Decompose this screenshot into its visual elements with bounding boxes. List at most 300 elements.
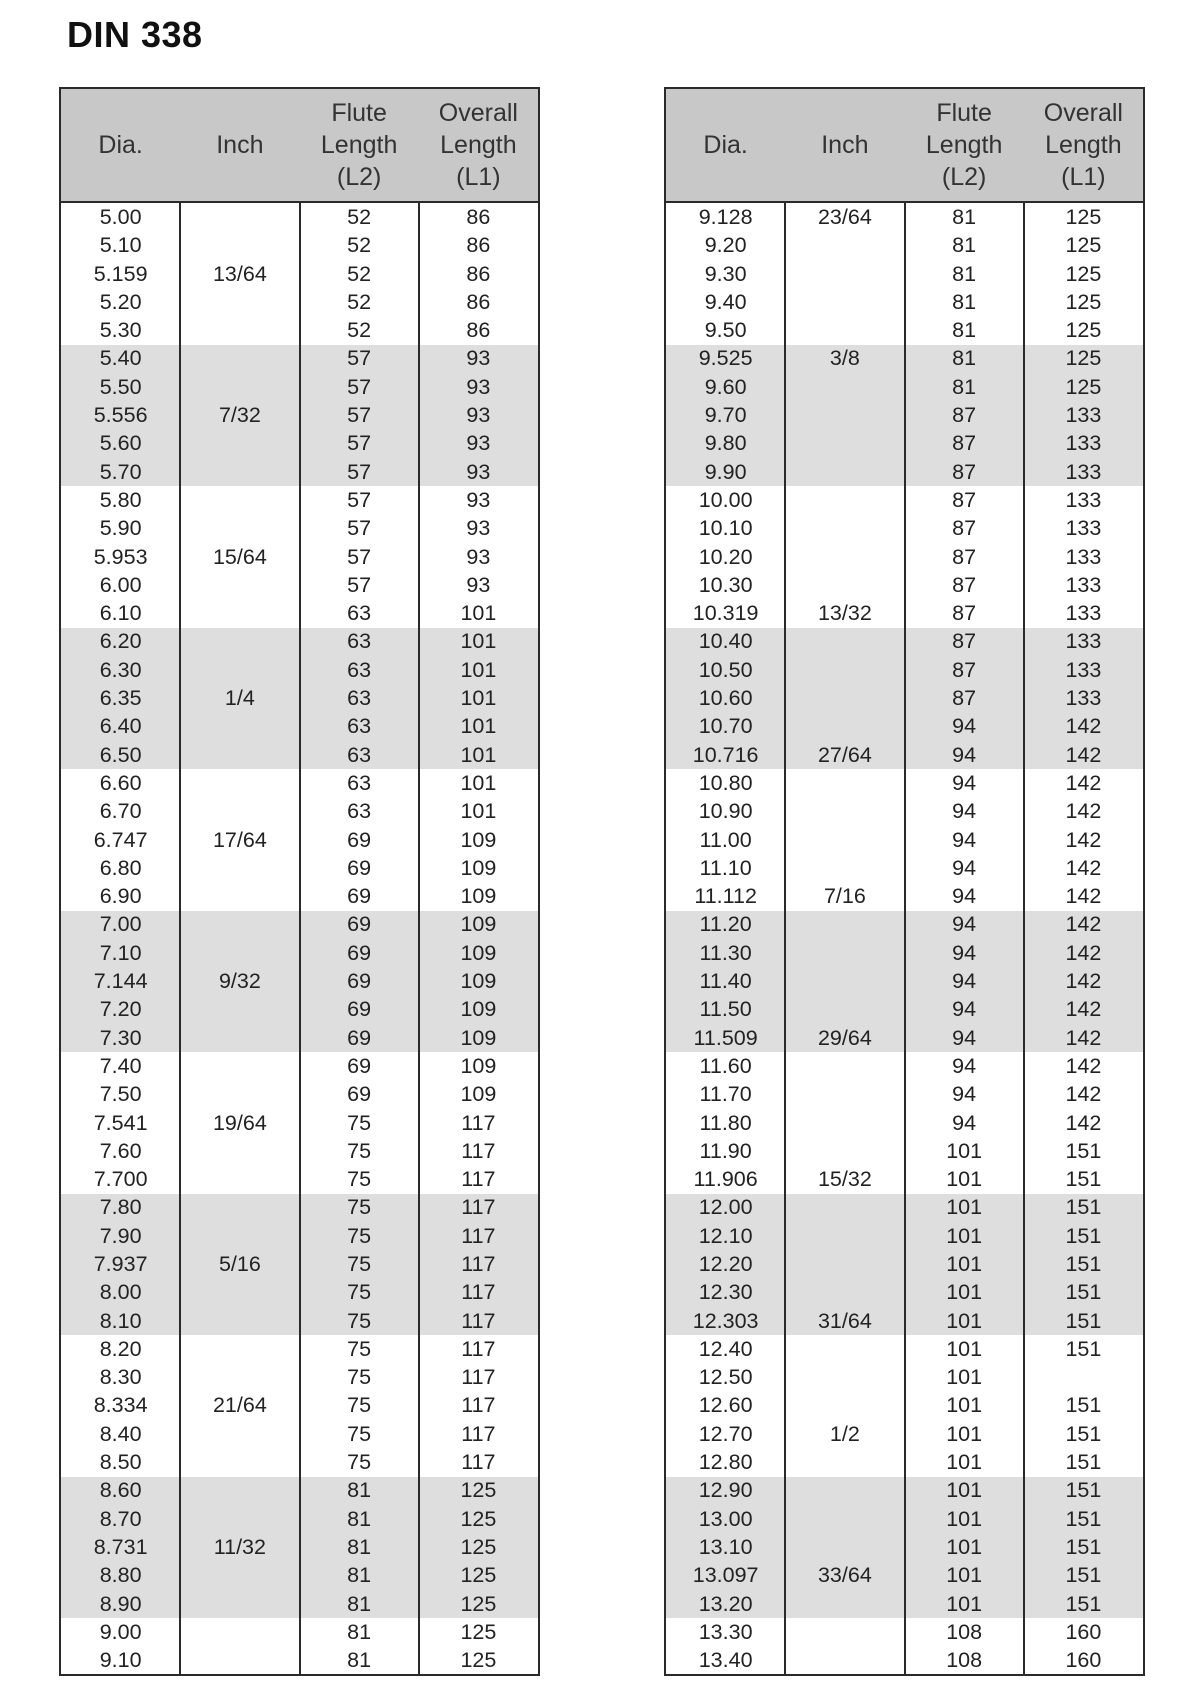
cell-dia: 11.20: [699, 912, 752, 937]
cell-inch: [180, 1137, 299, 1165]
cell-dia: 11.50: [699, 997, 752, 1022]
cell-dia: 5.90: [99, 516, 142, 541]
cell-inch: [180, 1590, 299, 1618]
cell-overall-length: 142: [1065, 827, 1102, 852]
cell-flute-length: 101: [946, 1506, 983, 1531]
cell-inch: [180, 1222, 299, 1250]
cell-inch: [785, 712, 904, 740]
cell-flute-length: 87: [952, 629, 977, 654]
cell-inch: [785, 1590, 904, 1618]
cell-overall-length: 86: [466, 261, 491, 286]
cell-flute-length: 75: [347, 1138, 372, 1163]
cell-inch: [785, 1109, 904, 1137]
cell-inch: 9/32: [218, 969, 261, 994]
cell-inch: [180, 203, 299, 231]
cell-dia: 9.00: [99, 1619, 142, 1644]
cell-dia: 5.159: [93, 261, 148, 286]
column-divider: [1023, 203, 1025, 1674]
cell-flute-length: 101: [946, 1563, 983, 1588]
cell-flute-length: 75: [347, 1308, 372, 1333]
cell-dia: 6.00: [99, 572, 142, 597]
cell-overall-length: 101: [460, 742, 497, 767]
cell-inch: [785, 1476, 904, 1504]
cell-overall-length: 117: [461, 1450, 496, 1475]
cell-flute-length: 101: [946, 1223, 983, 1248]
cell-overall-length: 142: [1065, 799, 1102, 824]
cell-flute-length: 87: [952, 516, 977, 541]
cell-inch: [180, 373, 299, 401]
cell-inch: [785, 1618, 904, 1646]
cell-overall-length: 117: [461, 1110, 496, 1135]
cell-flute-length: 81: [347, 1534, 372, 1559]
cell-dia: 11.60: [699, 1053, 752, 1078]
cell-flute-length: 75: [347, 1280, 372, 1305]
header-overall-length: Overall Length (L1): [1043, 99, 1123, 191]
cell-overall-length: 117: [461, 1365, 496, 1390]
cell-overall-length: 117: [461, 1195, 496, 1220]
cell-inch: [785, 401, 904, 429]
cell-inch: [180, 741, 299, 769]
cell-flute-length: 57: [347, 431, 372, 456]
cell-dia: 7.10: [99, 940, 142, 965]
cell-inch: [180, 599, 299, 627]
cell-inch: [180, 1448, 299, 1476]
cell-overall-length: 125: [460, 1478, 497, 1503]
cell-overall-length: 133: [1065, 686, 1102, 711]
cell-flute-length: 101: [946, 1167, 983, 1192]
cell-inch: 17/64: [212, 827, 267, 852]
cell-flute-length: 63: [347, 601, 372, 626]
cell-flute-length: 94: [952, 940, 977, 965]
cell-overall-length: 93: [466, 544, 491, 569]
cell-flute-length: 57: [347, 459, 372, 484]
cell-inch: [180, 1080, 299, 1108]
cell-dia: 6.40: [99, 714, 142, 739]
cell-overall-length: 133: [1065, 487, 1102, 512]
cell-dia: 5.30: [99, 318, 142, 343]
cell-flute-length: 69: [347, 997, 372, 1022]
cell-flute-length: 69: [347, 1025, 372, 1050]
cell-dia: 8.70: [99, 1506, 142, 1531]
cell-inch: [785, 486, 904, 514]
table-header: [666, 89, 1143, 203]
cell-inch: [180, 939, 299, 967]
cell-overall-length: 125: [460, 1534, 497, 1559]
cell-flute-length: 101: [946, 1421, 983, 1446]
cell-overall-length: 142: [1065, 969, 1102, 994]
cell-flute-length: 94: [952, 884, 977, 909]
cell-inch: 29/64: [817, 1025, 872, 1050]
cell-inch: 15/64: [212, 544, 267, 569]
cell-dia: 12.90: [698, 1478, 753, 1503]
cell-dia: 5.00: [99, 205, 142, 229]
cell-overall-length: 117: [461, 1280, 496, 1305]
cell-dia: 7.541: [93, 1110, 148, 1135]
cell-dia: 13.097: [692, 1563, 759, 1588]
cell-overall-length: 151: [1065, 1591, 1102, 1616]
cell-dia: 11.906: [693, 1167, 758, 1192]
cell-inch: [180, 1278, 299, 1306]
cell-inch: [785, 458, 904, 486]
header-dia: Dia.: [703, 131, 748, 159]
cell-inch: [180, 1193, 299, 1221]
cell-dia: 10.00: [698, 487, 753, 512]
cell-overall-length: 125: [1065, 289, 1102, 314]
cell-dia: 11.112: [694, 884, 757, 909]
cell-flute-length: 94: [952, 855, 977, 880]
cell-overall-length: 133: [1065, 431, 1102, 456]
cell-overall-length: 125: [460, 1563, 497, 1588]
cell-dia: 8.30: [99, 1365, 142, 1390]
cell-overall-length: 117: [461, 1251, 496, 1276]
cell-dia: 9.20: [704, 233, 747, 258]
cell-inch: [785, 260, 904, 288]
header-dia: Dia.: [98, 131, 143, 159]
cell-dia: 6.30: [99, 657, 142, 682]
cell-flute-length: 81: [347, 1591, 372, 1616]
column-divider: [418, 203, 420, 1674]
cell-flute-length: 87: [952, 572, 977, 597]
cell-inch: [785, 1505, 904, 1533]
cell-dia: 5.20: [99, 289, 142, 314]
cell-inch: [180, 1476, 299, 1504]
cell-inch: 3/8: [829, 346, 860, 371]
cell-dia: 9.30: [704, 261, 747, 286]
cell-flute-length: 81: [347, 1506, 372, 1531]
cell-dia: 12.10: [698, 1223, 753, 1248]
cell-inch: [785, 1137, 904, 1165]
cell-flute-length: 69: [347, 940, 372, 965]
cell-overall-length: 133: [1065, 544, 1102, 569]
cell-flute-length: 57: [347, 516, 372, 541]
cell-flute-length: 87: [952, 431, 977, 456]
cell-inch: [785, 514, 904, 542]
cell-inch: [785, 543, 904, 571]
cell-overall-length: 151: [1065, 1534, 1102, 1559]
cell-flute-length: 63: [347, 686, 372, 711]
header-flute-length: Flute Length (L2): [925, 99, 1003, 191]
cell-flute-length: 81: [347, 1563, 372, 1588]
cell-dia: 12.303: [692, 1308, 759, 1333]
cell-flute-length: 52: [347, 205, 372, 229]
cell-flute-length: 57: [347, 346, 372, 371]
cell-inch: [785, 1646, 904, 1674]
cell-inch: 1/2: [829, 1421, 860, 1446]
cell-flute-length: 101: [946, 1336, 983, 1361]
drill-size-table-right: [664, 87, 1145, 1676]
cell-inch: [180, 1646, 299, 1674]
cell-overall-length: 93: [466, 487, 491, 512]
cell-flute-length: 81: [952, 261, 977, 286]
cell-overall-length: 133: [1065, 601, 1102, 626]
cell-flute-length: 101: [946, 1393, 983, 1418]
cell-dia: 10.60: [698, 686, 753, 711]
cell-overall-length: 101: [460, 714, 497, 739]
cell-overall-length: 133: [1065, 657, 1102, 682]
cell-dia: 12.80: [698, 1450, 753, 1475]
cell-inch: [785, 1222, 904, 1250]
cell-overall-length: 101: [460, 657, 497, 682]
cell-inch: [785, 1533, 904, 1561]
cell-overall-length: 86: [466, 233, 491, 258]
cell-dia: 11.10: [699, 855, 752, 880]
cell-overall-length: 151: [1065, 1251, 1102, 1276]
cell-overall-length: 160: [1065, 1619, 1102, 1644]
cell-dia: 6.10: [99, 601, 142, 626]
table-body: [666, 203, 1143, 1674]
cell-dia: 8.20: [99, 1336, 142, 1361]
cell-dia: 10.40: [698, 629, 753, 654]
cell-flute-length: 101: [946, 1478, 983, 1503]
cell-inch: 7/16: [823, 884, 866, 909]
cell-flute-length: 101: [946, 1534, 983, 1559]
cell-inch: [180, 1505, 299, 1533]
cell-inch: [180, 1561, 299, 1589]
table-body: [61, 203, 538, 1674]
cell-overall-length: 109: [460, 940, 497, 965]
cell-dia: 8.00: [99, 1280, 142, 1305]
cell-overall-length: 86: [466, 318, 491, 343]
cell-dia: 5.50: [99, 374, 142, 399]
cell-overall-length: 151: [1065, 1393, 1102, 1418]
cell-inch: [180, 910, 299, 938]
cell-overall-length: 93: [466, 431, 491, 456]
cell-inch: [785, 1052, 904, 1080]
cell-inch: [785, 1080, 904, 1108]
cell-dia: 7.80: [99, 1195, 142, 1220]
cell-dia: 11.00: [699, 827, 752, 852]
cell-dia: 13.10: [698, 1534, 753, 1559]
cell-dia: 6.20: [99, 629, 142, 654]
cell-flute-length: 75: [347, 1110, 372, 1135]
cell-inch: [785, 967, 904, 995]
cell-overall-length: 151: [1065, 1563, 1102, 1588]
cell-inch: [180, 797, 299, 825]
cell-dia: 5.953: [93, 544, 148, 569]
cell-flute-length: 81: [952, 205, 977, 229]
cell-inch: 13/64: [212, 261, 267, 286]
column-divider: [784, 203, 786, 1674]
cell-overall-length: 142: [1065, 770, 1102, 795]
cell-flute-length: 94: [952, 1082, 977, 1107]
column-divider: [179, 203, 181, 1674]
cell-dia: 10.50: [698, 657, 753, 682]
cell-flute-length: 52: [347, 318, 372, 343]
cell-dia: 6.747: [93, 827, 148, 852]
cell-inch: [785, 769, 904, 797]
cell-dia: 8.80: [99, 1563, 142, 1588]
cell-dia: 12.50: [698, 1365, 753, 1390]
cell-inch: 31/64: [817, 1308, 872, 1333]
cell-inch: 1/4: [224, 686, 255, 711]
cell-inch: [180, 1052, 299, 1080]
cell-overall-length: 133: [1065, 572, 1102, 597]
cell-dia: 10.30: [698, 572, 753, 597]
cell-overall-length: 142: [1065, 997, 1102, 1022]
cell-overall-length: 109: [460, 884, 497, 909]
cell-inch: [180, 344, 299, 372]
cell-flute-length: 87: [952, 657, 977, 682]
cell-overall-length: 133: [1065, 516, 1102, 541]
cell-flute-length: 94: [952, 827, 977, 852]
cell-overall-length: 160: [1065, 1648, 1102, 1673]
cell-inch: [785, 854, 904, 882]
cell-overall-length: 142: [1065, 1025, 1102, 1050]
cell-inch: [180, 769, 299, 797]
cell-dia: 6.60: [99, 770, 142, 795]
cell-overall-length: 151: [1065, 1421, 1102, 1446]
cell-overall-length: 151: [1065, 1223, 1102, 1248]
cell-inch: 27/64: [817, 742, 872, 767]
cell-flute-length: 94: [952, 912, 977, 937]
cell-overall-length: 133: [1065, 403, 1102, 428]
cell-inch: 15/32: [817, 1167, 872, 1192]
cell-flute-length: 57: [347, 544, 372, 569]
cell-overall-length: 125: [460, 1648, 497, 1673]
cell-flute-length: 75: [347, 1167, 372, 1192]
cell-inch: [180, 231, 299, 259]
cell-dia: 8.60: [99, 1478, 142, 1503]
cell-inch: [785, 910, 904, 938]
cell-flute-length: 75: [347, 1393, 372, 1418]
cell-dia: 12.30: [698, 1280, 753, 1305]
cell-dia: 8.40: [99, 1421, 142, 1446]
cell-flute-length: 94: [952, 1025, 977, 1050]
cell-overall-length: 125: [1065, 374, 1102, 399]
cell-inch: 19/64: [212, 1110, 267, 1135]
cell-inch: [180, 1335, 299, 1363]
cell-flute-length: 69: [347, 884, 372, 909]
cell-flute-length: 108: [946, 1619, 983, 1644]
cell-inch: [785, 684, 904, 712]
cell-dia: 7.90: [99, 1223, 142, 1248]
cell-inch: [785, 826, 904, 854]
cell-flute-length: 75: [347, 1365, 372, 1390]
cell-dia: 11.30: [699, 940, 752, 965]
cell-dia: 7.60: [99, 1138, 142, 1163]
cell-flute-length: 87: [952, 487, 977, 512]
cell-overall-length: 125: [460, 1619, 497, 1644]
cell-overall-length: [1024, 1363, 1143, 1391]
cell-inch: [785, 995, 904, 1023]
cell-inch: [785, 1193, 904, 1221]
cell-overall-length: 117: [461, 1138, 496, 1163]
cell-flute-length: 94: [952, 770, 977, 795]
cell-flute-length: 81: [952, 346, 977, 371]
cell-flute-length: 101: [946, 1308, 983, 1333]
cell-flute-length: 63: [347, 770, 372, 795]
cell-overall-length: 151: [1065, 1450, 1102, 1475]
cell-dia: 9.128: [698, 205, 753, 229]
cell-inch: [180, 1363, 299, 1391]
cell-dia: 8.50: [99, 1450, 142, 1475]
cell-flute-length: 101: [946, 1365, 983, 1390]
cell-overall-length: 125: [1065, 261, 1102, 286]
cell-overall-length: 109: [460, 912, 497, 937]
cell-overall-length: 109: [460, 1053, 497, 1078]
cell-overall-length: 151: [1065, 1506, 1102, 1531]
cell-dia: 10.319: [692, 601, 759, 626]
cell-flute-length: 101: [946, 1280, 983, 1305]
cell-dia: 6.80: [99, 855, 142, 880]
cell-flute-length: 81: [347, 1619, 372, 1644]
cell-inch: [785, 656, 904, 684]
cell-dia: 13.00: [698, 1506, 753, 1531]
cell-overall-length: 151: [1065, 1138, 1102, 1163]
cell-inch: [785, 1448, 904, 1476]
page-title: DIN 338: [67, 14, 203, 55]
column-divider: [299, 203, 301, 1674]
cell-overall-length: 109: [460, 997, 497, 1022]
cell-inch: [785, 429, 904, 457]
header-overall-length: Overall Length (L1): [438, 99, 518, 191]
cell-overall-length: 125: [460, 1506, 497, 1531]
cell-dia: 6.50: [99, 742, 142, 767]
cell-inch: [785, 1278, 904, 1306]
cell-overall-length: 117: [461, 1167, 496, 1192]
cell-flute-length: 52: [347, 289, 372, 314]
cell-flute-length: 81: [952, 374, 977, 399]
cell-flute-length: 101: [946, 1251, 983, 1276]
cell-dia: 5.80: [99, 487, 142, 512]
cell-dia: 5.40: [99, 346, 142, 371]
cell-flute-length: 94: [952, 1110, 977, 1135]
cell-dia: 12.70: [698, 1421, 753, 1446]
cell-inch: 23/64: [817, 205, 872, 229]
cell-overall-length: 117: [461, 1308, 496, 1333]
cell-flute-length: 69: [347, 1082, 372, 1107]
cell-flute-length: 94: [952, 742, 977, 767]
cell-dia: 7.40: [99, 1053, 142, 1078]
cell-dia: 7.700: [93, 1167, 148, 1192]
cell-dia: 13.40: [698, 1648, 753, 1673]
cell-overall-length: 151: [1065, 1478, 1102, 1503]
cell-inch: [180, 514, 299, 542]
cell-overall-length: 151: [1065, 1167, 1102, 1192]
cell-overall-length: 109: [460, 1025, 497, 1050]
drill-size-table-left: [59, 87, 540, 1676]
cell-inch: [180, 1165, 299, 1193]
cell-overall-length: 101: [460, 601, 497, 626]
cell-dia: 10.20: [698, 544, 753, 569]
cell-overall-length: 125: [1065, 205, 1102, 229]
cell-inch: [785, 627, 904, 655]
cell-flute-length: 94: [952, 997, 977, 1022]
cell-dia: 5.60: [99, 431, 142, 456]
cell-inch: [180, 571, 299, 599]
cell-overall-length: 86: [466, 289, 491, 314]
table-header: [61, 89, 538, 203]
cell-overall-length: 142: [1065, 1053, 1102, 1078]
cell-overall-length: 101: [460, 686, 497, 711]
cell-dia: 7.00: [99, 912, 142, 937]
cell-dia: 11.80: [699, 1110, 752, 1135]
cell-inch: [180, 1307, 299, 1335]
cell-flute-length: 63: [347, 657, 372, 682]
cell-flute-length: 69: [347, 855, 372, 880]
cell-flute-length: 87: [952, 459, 977, 484]
cell-overall-length: 125: [460, 1591, 497, 1616]
cell-dia: 12.00: [698, 1195, 753, 1220]
cell-dia: 10.716: [692, 742, 759, 767]
cell-dia: 5.70: [99, 459, 142, 484]
cell-flute-length: 69: [347, 969, 372, 994]
cell-flute-length: 87: [952, 403, 977, 428]
cell-dia: 10.10: [698, 516, 753, 541]
cell-flute-length: 81: [952, 318, 977, 343]
cell-dia: 9.525: [698, 346, 753, 371]
cell-flute-length: 69: [347, 827, 372, 852]
